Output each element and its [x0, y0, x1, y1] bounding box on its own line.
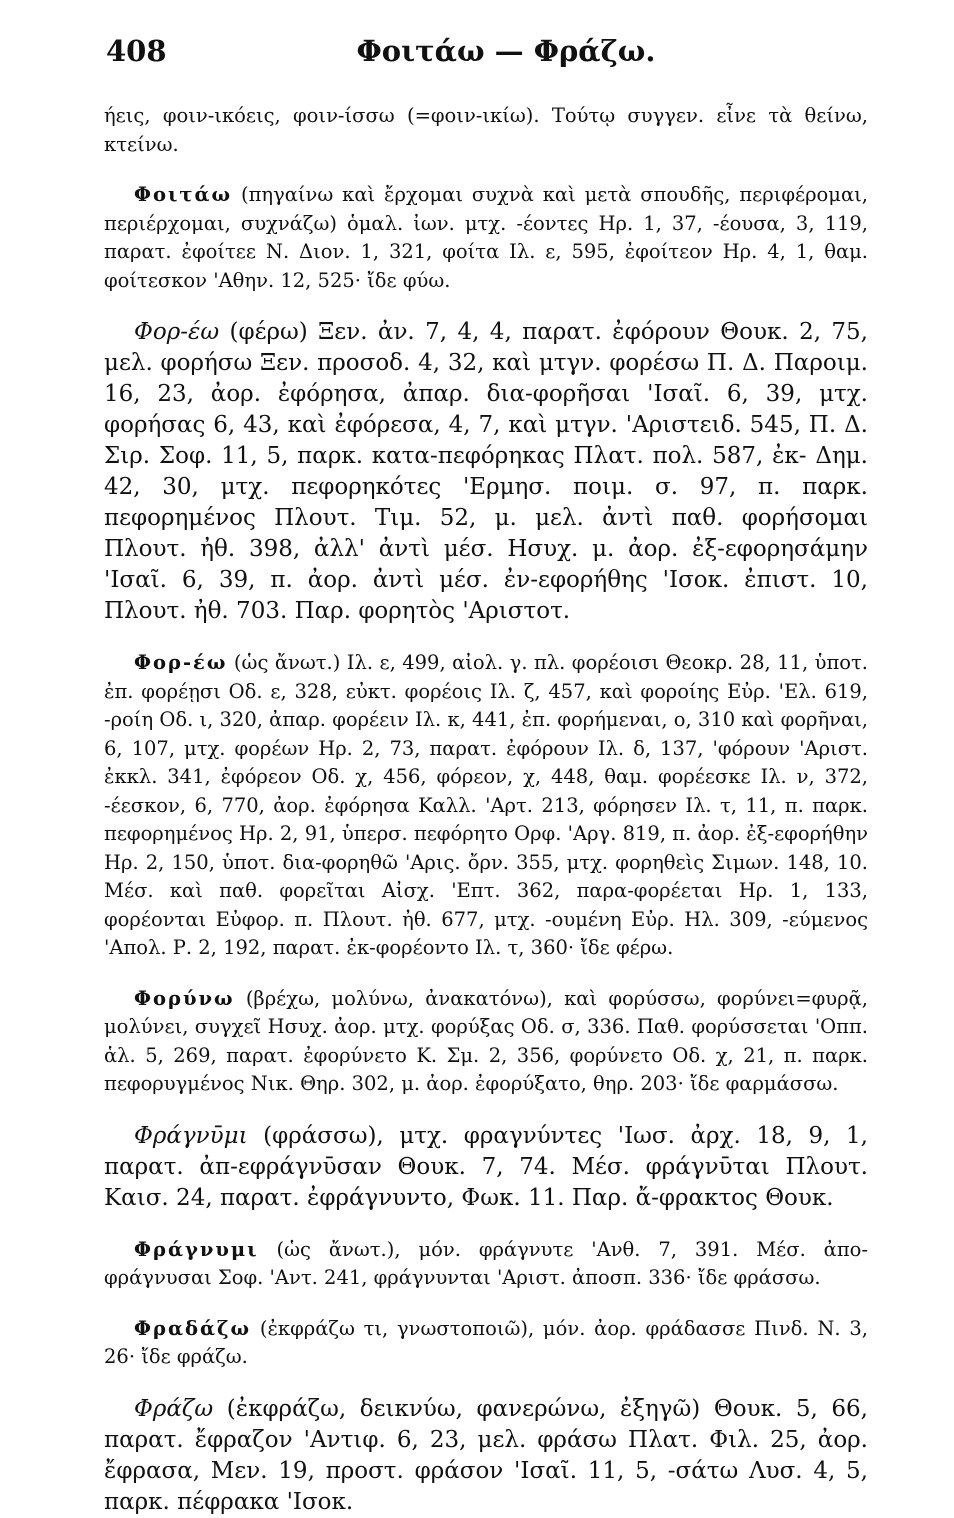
entry-headword: Φοιτάω	[134, 183, 233, 206]
entry-headword: Φράγνῡμι	[134, 1122, 248, 1149]
entry-headword: Φράζω	[134, 1395, 214, 1422]
entry-text: (ἐκφράζω, δεικνύω, φανερώνω, ἐξηγῶ) Θουκ. 5, 66, παρατ. ἔφραζον 'Αντιφ. 6, 23, μελ. φράσω Πλατ. Φιλ. 25, ἀορ. ἔφρασα, Μεν. 19, προστ. φράσον 'Ισαῖ. 11, 5, -σάτω Λυσ. 4, 5, παρκ. πέφρακα 'Ισοκ.	[104, 1395, 868, 1515]
running-head: Φοιτάω — Φράζω.	[356, 34, 656, 68]
entry-foreo-epic	[104, 649, 868, 963]
entry-text: (φράσσω), μτχ. φραγνύντες 'Ιωσ. ἀρχ. 18, 9, 1, παρατ. ἀπ-εφράγνῡσαν Θουκ. 7, 74. Μέσ. φράγνῡται Πλουτ. Καισ. 24, παρατ. ἐφράγνυντο, Φωκ. 11. Παρ. ἄ-φρακτος Θουκ.	[104, 1122, 868, 1211]
entry-text: (πηγαίνω καὶ ἔρχομαι συχνὰ καὶ μετὰ σπουδῆς, περιφέρομαι, περιέρχομαι, συχνάζω) ὁμαλ. ἰων. μτχ. -έοντες Ηρ. 1, 37, -έουσα, 3, 119, παρατ. ἐφοίτεε Ν. Διον. 1, 321, φοίτα Ιλ. ε, 595, ἐφοίτεον Ηρ. 4, 1, θαμ. φοίτεσκον 'Αθην. 12, 525· ἴδε φύω.	[104, 183, 868, 292]
entry-headword: Φράγνυμι	[134, 1237, 259, 1261]
entry-text: (ὡς ἄνωτ.) Ιλ. ε, 499, αἰολ. γ. πλ. φορέοισι Θεοκρ. 28, 11, ὑποτ. ἐπ. φορέῃσι Οδ. ε, 328, εὐκτ. φορέοις Ιλ. ζ, 457, καὶ φοροίης Εὐρ. 'Ελ. 619, -ροίη Οδ. ι, 320, ἀπαρ. φορέειν Ιλ. κ, 441, ἐπ. φορήμεναι, ο, 310 καὶ φορῆναι, 6, 107, μτχ. φορέων Ηρ. 2, 73, παρατ. ἐφόρουν Ιλ. δ, 137, 'φόρουν 'Αριστ. ἐκκλ. 341, ἐφόρεον Οδ. χ, 456, φόρεον, χ, 448, θαμ. φορέεσκε Ιλ. ν, 372, -έεσκον, 6, 770, ἀορ. ἐφόρησα Καλλ. 'Αρτ. 213, φόρησεν Ιλ. τ, 11, π. παρκ. πεφορημένος Ηρ. 2, 91, ὑπερσ. πεφόρητο Ορφ. 'Αργ. 819, π. ἀορ. ἐξ-εφορήθην Ηρ. 2, 150, ὑποτ. δια-φορηθῶ 'Αρις. ὄρν. 355, μτχ. φορηθεὶς Σιμων. 148, 10. Μέσ. καὶ παθ. φορεῖται Αἰσχ. 'Επτ. 362, παρα-φορέεται Ηρ. 1, 133, φορέονται Εὐφορ. π. Πλουτ. ἠθ. 677, μτχ. -ουμένη Εὐρ. Ηλ. 309, -εύμενος 'Απολ. Ρ. 2, 192, παρατ. ἐκ-φορέοντο Ιλ. τ, 360· ἴδε φέρω.	[104, 651, 868, 959]
entry-headword: Φορ-έω	[134, 651, 228, 674]
entry-frazo	[104, 1394, 868, 1518]
entry-text: (βρέχω, μολύνω, ἀνακατόνω), καὶ φορύσσω, φορύνει=φυρᾷ, μολύνει, συγχεῖ Ησυχ. ἀορ. μτχ. φορύξας Οδ. σ, 336. Παθ. φορύσσεται 'Οππ. ἁλ. 5, 269, παρατ. ἐφορύνετο Κ. Σμ. 2, 356, φορύνετο Οδ. χ, 21, π. παρκ. πεφορυγμένος Νικ. Θηρ. 302, μ. ἀορ. ἐφορύξατο, θηρ. 203· ἴδε φαρμάσσω.	[104, 986, 868, 1095]
entry-text: (ὡς ἄνωτ.), μόν. φράγνυτε 'Ανθ. 7, 391. Μέσ. ἀπο-φράγνυσαι Σοφ. 'Αντ. 241, φράγνυνται 'Αριστ. ἀποσπ. 336· ἴδε φράσσω.	[104, 1237, 868, 1289]
entry-text: ήεις, φοιν-ικόεις, φοιν-ίσσω (=φοιν-ικίω). Τούτῳ συγγεν. εἶνε τὰ θείνω, κτείνω.	[104, 104, 868, 156]
page-header	[104, 30, 868, 74]
entry-foryno	[104, 985, 868, 1099]
dictionary-entries	[104, 102, 868, 1518]
entry-fradazo	[104, 1315, 868, 1372]
entry-fragnymi-attic	[104, 1121, 868, 1214]
entry-text: (φέρω) Ξεν. ἀν. 7, 4, 4, παρατ. ἐφόρουν Θουκ. 2, 75, μελ. φορήσω Ξεν. προσοδ. 4, 32, καὶ μτγν. φορέσω Π. Δ. Παροιμ. 16, 23, ἀορ. ἐφόρησα, ἀπαρ. δια-φορῆσαι 'Ισαῖ. 6, 39, μτχ. φορήσας 6, 43, καὶ ἐφόρεσα, 4, 7, καὶ μτγν. 'Αριστειδ. 545, Π. Δ. Σιρ. Σοφ. 11, 5, παρκ. κατα-πεφόρηκας Πλατ. πολ. 587, ἐκ- Δημ. 42, 30, μτχ. πεφορηκότες 'Ερμησ. ποιμ. σ. 97, π. παρκ. πεφορημένος Πλουτ. Τιμ. 52, μ. μελ. ἀντὶ παθ. φορήσομαι Πλουτ. ἠθ. 398, ἀλλ' ἀντὶ μέσ. Ησυχ. μ. ἀορ. ἐξ-εφορησάμην 'Ισαῖ. 6, 39, π. ἀορ. ἀντὶ μέσ. ἐν-εφορήθης 'Ισοκ. ἐπιστ. 10, Πλουτ. ἠθ. 703. Παρ. φορητὸς 'Αριστοτ.	[104, 319, 868, 624]
entry-headword: Φραδάζω	[134, 1316, 252, 1340]
entry-text: (ἐκφράζω τι, γνωστοποιῶ), μόν. ἀορ. φράδασσε Πινδ. Ν. 3, 26· ἴδε φράζω.	[104, 1316, 868, 1368]
entry-headword: Φορύνω	[134, 986, 235, 1010]
entry-foreo-attic	[104, 317, 868, 627]
entry-fragnymi-epic	[104, 1236, 868, 1293]
page-number: 408	[106, 34, 167, 68]
entry-headword: Φορ-έω	[134, 319, 220, 345]
entry-continuation	[104, 102, 868, 159]
entry-foitao	[104, 181, 868, 295]
